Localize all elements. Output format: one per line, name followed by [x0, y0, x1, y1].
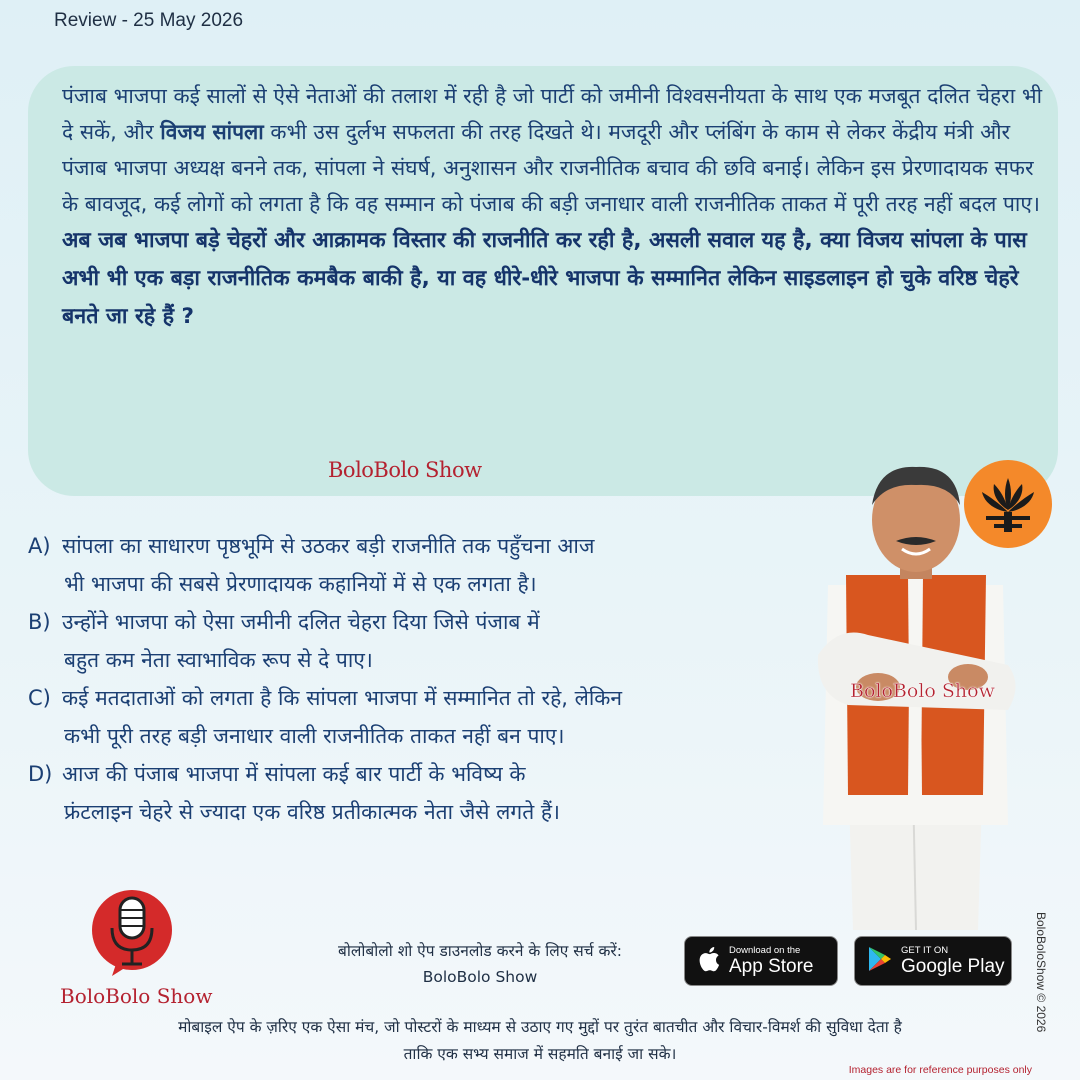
disclaimer: Images are for reference purposes only [848, 1064, 1032, 1076]
google-play-icon [867, 945, 893, 977]
app-description [20, 1014, 1060, 1068]
app-store-small: Download on the [729, 944, 801, 956]
option-text: भी भाजपा की सबसे प्रेरणादायक कहानियों में से एक लगता है। [64, 572, 537, 596]
option-text: बहुत कम नेता स्वाभाविक रूप से दे पाए। [64, 648, 373, 672]
option-letter: A) [28, 534, 51, 558]
apple-icon [697, 945, 721, 977]
intro-para-part2: कभी उस दुर्लभ सफलता की तरह दिखते थे। मजदूरी और प्लंबिंग के काम से लेकर केंद्रीय मंत्री और पंजाब भाजपा अध्यक्ष बनने तक, सांपला ने संघर्ष, अनुशासन और राजनीतिक बचाव की छवि बनाई। लेकिन इस प्रेरणादायक सफर के बावजूद, कई लोगों को लगता है कि वह सम्मान को पंजाब की बड़ी जनाधार वाली राजनीतिक ताकत में पूरी तरह नहीं बदल पाए। [62, 120, 1040, 216]
google-play-small: GET IT ON [901, 944, 949, 956]
app-store-button[interactable] [684, 936, 838, 986]
option-text: उन्होंने भाजपा को ऐसा जमीनी दलित चेहरा दिया जिसे पंजाब में [62, 610, 540, 634]
option-a[interactable] [28, 527, 838, 603]
option-text: फ्रंटलाइन चेहरे से ज्यादा एक वरिष्ठ प्रतीकात्मक नेता जैसे लगते हैं। [64, 800, 560, 824]
option-text: आज की पंजाब भाजपा में सांपला कई बार पार्टी के भविष्य के [62, 762, 526, 786]
option-text: कई मतदाताओं को लगता है कि सांपला भाजपा में सम्मानित तो रहे, लेकिन [62, 686, 623, 710]
option-letter: B) [28, 610, 51, 634]
intro-text [62, 78, 1047, 336]
leader-name: विजय सांपला [160, 120, 264, 144]
option-text: कभी पूरी तरह बड़ी जनाधार वाली राजनीतिक ताकत नहीं बन पाए। [64, 724, 565, 748]
download-line-1: बोलोबोलो शो ऐप डाउनलोड करने के लिए सर्च करें: [338, 942, 622, 960]
google-play-button[interactable] [854, 936, 1012, 986]
watermark-top: BoloBolo Show [328, 458, 482, 482]
option-text: सांपला का साधारण पृष्ठभूमि से उठकर बड़ी राजनीति तक पहुँचना आज [62, 534, 595, 558]
description-line-1: मोबाइल ऐप के ज़रिए एक ऐसा मंच, जो पोस्टरों के माध्यम से उठाए गए मुद्दों पर तुरंत बातचीत और विचार-विमर्श की सुविधा देता है [178, 1018, 902, 1036]
option-letter: C) [28, 686, 51, 710]
poll-options [28, 527, 838, 831]
app-store-big: App Store [729, 955, 814, 977]
option-b[interactable] [28, 603, 838, 679]
option-letter: D) [28, 762, 53, 786]
microphone-icon [90, 888, 174, 980]
intro-para-part1: पंजाब भाजपा कई सालों से ऐसे नेताओं की तलाश में रही है जो पार्टी को जमीनी विश्वसनीयता के साथ एक मजबूत दलित चेहरा भी दे सकें, और [62, 84, 1043, 144]
download-line-2: BoloBolo Show [422, 968, 538, 986]
google-play-big: Google Play [901, 955, 1005, 977]
poll-question: अब जब भाजपा बड़े चेहरों और आक्रामक विस्तार की राजनीति कर रही है, असली सवाल यह है, क्या विजय सांपला के पास अभी भी एक बड़ा राजनीतिक कमबैक बाकी है, या वह धीरे-धीरे भाजपा के सम्मानित लेकिन साइडलाइन हो चुके वरिष्ठ चेहरे बनते जा रहे हैं ? [62, 228, 1027, 329]
option-d[interactable] [28, 755, 838, 831]
download-instruction [270, 938, 690, 990]
review-date: Review - 25 May 2026 [54, 10, 244, 31]
side-credit: BoloBoloShow © 2026 [1034, 912, 1048, 1033]
brand-name: BoloBolo Show [60, 984, 213, 1008]
watermark-mid: BoloBolo Show [850, 680, 995, 702]
option-c[interactable] [28, 679, 838, 755]
description-line-2: ताकि एक सभ्य समाज में सहमति बनाई जा सके। [403, 1045, 677, 1063]
